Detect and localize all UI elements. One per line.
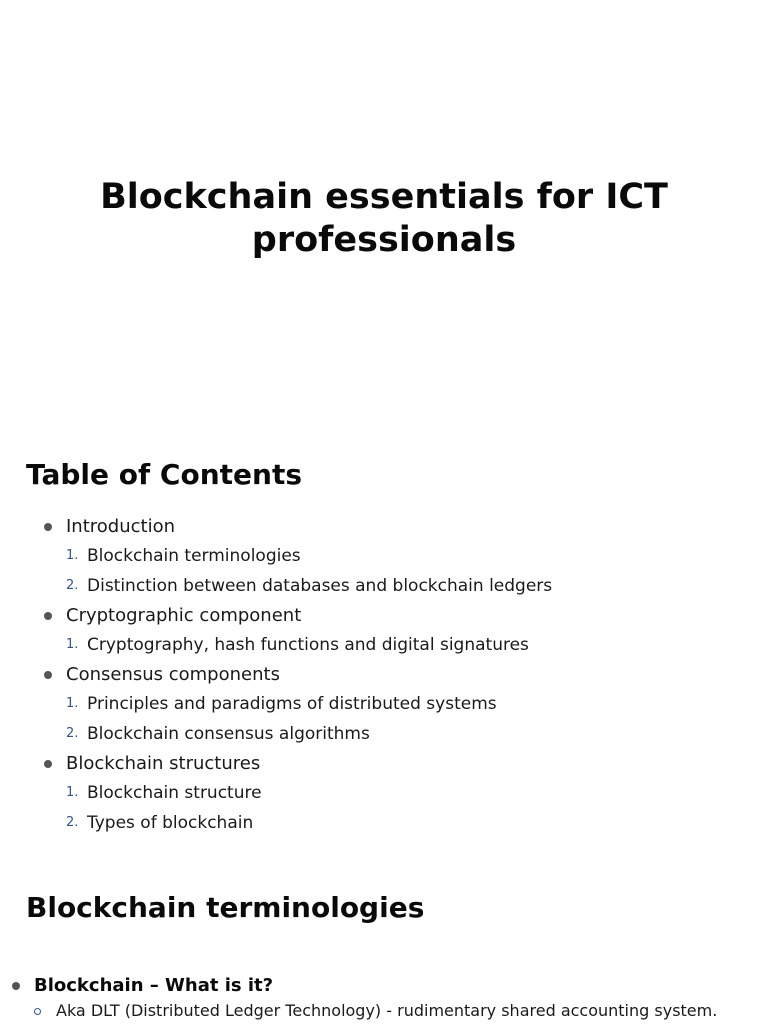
toc-subitem: [0, 541, 768, 571]
toc-section-label: Blockchain structures: [66, 753, 261, 774]
toc-subitem-label: Blockchain terminologies: [87, 546, 301, 566]
bullet-icon: [44, 671, 52, 679]
toc-number: 2.: [66, 726, 79, 741]
toc-section-structures: [0, 749, 768, 778]
bullet-icon: [44, 760, 52, 768]
toc-section-label: Cryptographic component: [66, 605, 302, 626]
term-subitem-label: Aka DLT (Distributed Ledger Technology) - rudimentary shared accounting system.: [56, 1001, 718, 1020]
table-of-contents: [0, 512, 768, 838]
toc-number: 2.: [66, 578, 79, 593]
bullet-icon: [44, 612, 52, 620]
toc-subitem: [0, 630, 768, 660]
document-title: Blockchain essentials for ICT professionals: [100, 177, 668, 260]
toc-number: 1.: [66, 637, 79, 652]
ring-bullet-icon: [34, 1008, 41, 1015]
toc-subitem-label: Distinction between databases and blockchain ledgers: [87, 576, 553, 596]
toc-number: 1.: [66, 785, 79, 800]
toc-subitem-label: Types of blockchain: [87, 813, 254, 833]
toc-subitem: [0, 689, 768, 719]
toc-section-introduction: [0, 512, 768, 541]
term-item-label: Blockchain – What is it?: [34, 975, 274, 996]
toc-subitem: [0, 808, 768, 838]
toc-subitem: [0, 571, 768, 601]
toc-subitem-label: Cryptography, hash functions and digital signatures: [87, 635, 529, 655]
terminologies-heading: Blockchain terminologies: [26, 891, 425, 924]
toc-section-label: Consensus components: [66, 664, 280, 685]
toc-subitem-label: Blockchain consensus algorithms: [87, 724, 370, 744]
toc-subitem: [0, 778, 768, 808]
toc-section-cryptographic: [0, 601, 768, 630]
toc-subitem-label: Principles and paradigms of distributed systems: [87, 694, 497, 714]
toc-number: 1.: [66, 696, 79, 711]
toc-subitem-label: Blockchain structure: [87, 783, 262, 803]
toc-section-consensus: [0, 660, 768, 689]
toc-number: 2.: [66, 815, 79, 830]
term-subitem: [0, 1000, 768, 1022]
toc-section-label: Introduction: [66, 516, 176, 537]
terminologies-list: [0, 972, 768, 1022]
term-item: [0, 972, 768, 1000]
toc-heading: Table of Contents: [26, 458, 303, 491]
bullet-icon: [44, 523, 52, 531]
toc-subitem: [0, 719, 768, 749]
bullet-icon: [12, 982, 20, 990]
toc-number: 1.: [66, 548, 79, 563]
